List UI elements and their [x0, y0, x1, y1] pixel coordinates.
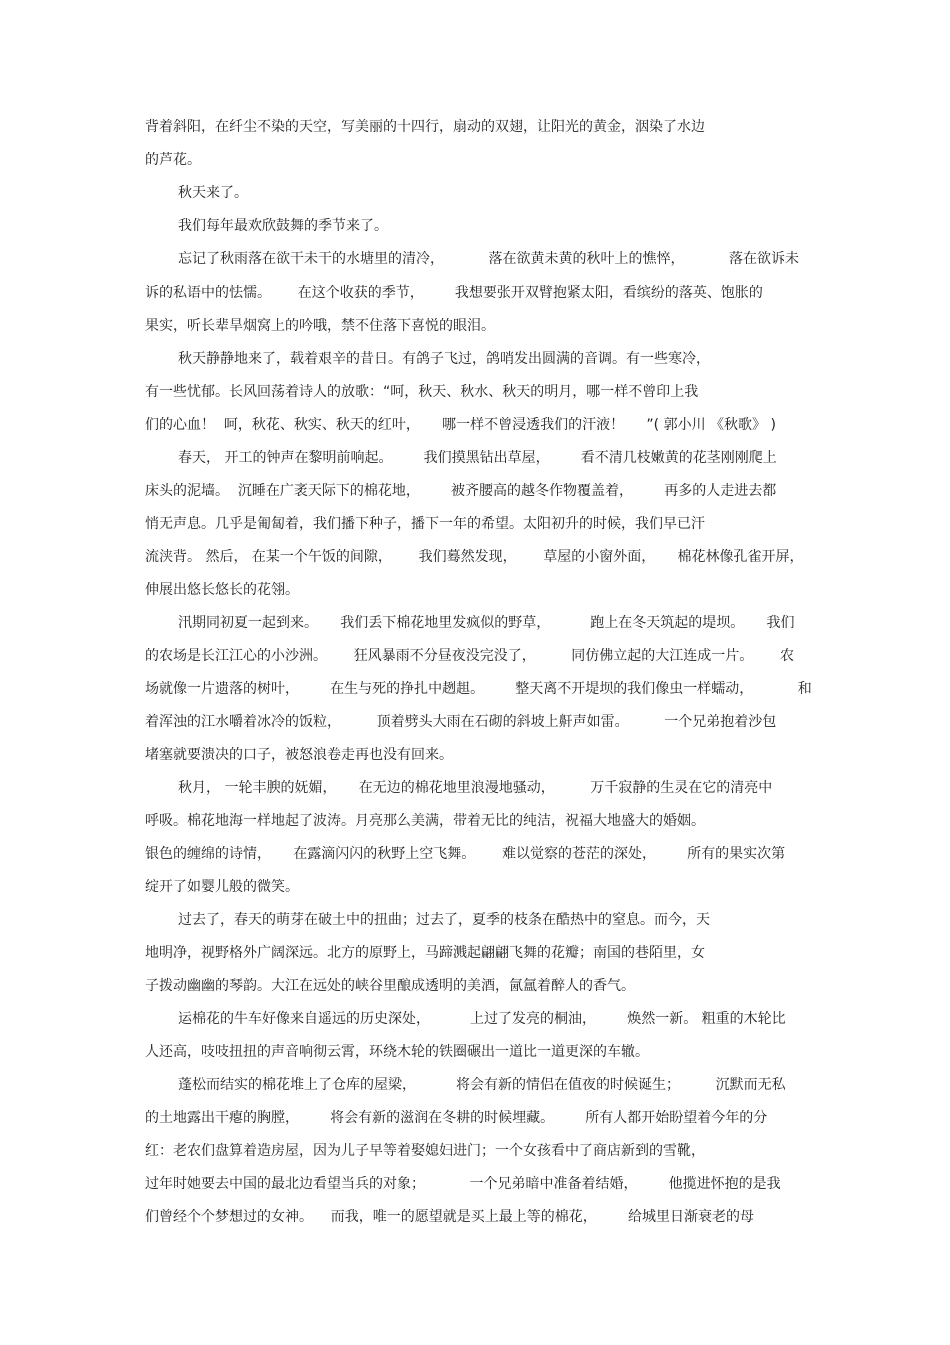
text-line: 秋天来了。: [178, 185, 248, 201]
text-line: 背着斜阳，在纤尘不染的天空，写美丽的十四行，扇动的双翅，让阳光的黄金，洇染了水边: [145, 119, 705, 135]
text-line: 们曾经个个梦想过的女神。 而我，唯一的愿望就是买上最上等的棉花， 给城里日渐衰老的母: [145, 1209, 754, 1225]
text-line: 我们每年最欢欣鼓舞的季节来了。: [178, 218, 388, 234]
text-line: 堵塞就要溃决的口子，被怒浪卷走再也没有回来。: [145, 747, 453, 763]
text-line: 汛期同初夏一起到来。 我们丢下棉花地里发疯似的野草， 跑上在冬天筑起的堤坝。 我们: [178, 615, 795, 631]
text-line: 子拨动幽幽的琴韵。大江在远处的峡谷里酿成透明的美酒，氤氲着醉人的香气。: [145, 978, 635, 994]
text-line: 果实，听长辈旱烟窝上的吟哦，禁不住落下喜悦的眼泪。: [145, 318, 495, 334]
text-line: 银色的缠绵的诗情， 在露滴闪闪的秋野上空飞舞。 难以觉察的苍茫的深处， 所有的果实次第: [145, 846, 786, 862]
text-line: 人还高，吱吱扭扭的声音响彻云霄，环绕木轮的铁圈碾出一道比一道更深的车辙。: [145, 1044, 649, 1060]
text-line: 场就像一片遗落的树叶， 在生与死的挣扎中趔趄。 整天离不开堤坝的我们像虫一样蠕动， 和: [145, 681, 812, 697]
text-line: 秋天静静地来了，载着艰辛的昔日。有鸽子飞过，鸽哨发出圆满的音调。有一些寒冷，: [178, 351, 710, 367]
text-line: 着浑浊的江水嚼着冰冷的饭粒， 顶着劈头大雨在石砌的斜坡上鼾声如雷。 一个兄弟抱着沙包: [145, 714, 777, 730]
text-line: 绽开了如婴儿般的微笑。: [145, 879, 299, 895]
text-line: 伸展出悠长悠长的花翎。: [145, 582, 299, 598]
text-line: 运棉花的牛车好像来自遥远的历史深处， 上过了发亮的桐油， 焕然一新。 粗重的木轮比: [178, 1011, 786, 1027]
text-line: 的农场是长江江心的小沙洲。 狂风暴雨不分昼夜没完没了， 同仿佛立起的大江连成一片。 农: [145, 648, 795, 664]
text-line: 秋月， 一轮丰腴的妩媚， 在无边的棉花地里浪漫地骚动， 万千寂静的生灵在它的清亮中: [178, 780, 773, 796]
text-line: 悄无声息。几乎是匍匐着，我们播下种子，播下一年的希望。太阳初升的时候，我们早已汗: [145, 516, 705, 532]
text-line: 们的心血！ 呵，秋花、秋实、秋天的红叶， 哪一样不曾浸透我们的汗液！ ”( 郭小川 《秋歌》 ): [145, 417, 776, 433]
text-line: 蓬松而结实的棉花堆上了仓库的屋梁， 将会有新的情侣在值夜的时候诞生； 沉默而无私: [178, 1077, 786, 1093]
text-line: 红：老农们盘算着造房屋，因为儿子早等着娶媳妇进门；一个女孩看中了商店新到的雪靴，: [145, 1143, 705, 1159]
text-line: 过年时她要去中国的最北边看望当兵的对象； 一个兄弟暗中准备着结婚， 他揽进怀抱的是我: [145, 1176, 781, 1192]
text-line: 诉的私语中的怯懦。 在这个收获的季节， 我想要张开双臂抱紧太阳，看缤纷的落英、饱胀的: [145, 285, 763, 301]
text-line: 的土地露出干瘪的胸膛， 将会有新的滋润在冬耕的时候埋藏。 所有人都开始盼望着今年的分: [145, 1110, 768, 1126]
text-line: 有一些忧郁。长风回荡着诗人的放歌：“呵，秋天、秋水、秋天的明月，哪一样不曾印上我: [145, 384, 699, 400]
text-line: 忘记了秋雨落在欲干未干的水塘里的清冷， 落在欲黄未黄的秋叶上的憔悴， 落在欲诉未: [178, 251, 800, 267]
text-line: 床头的泥墙。 沉睡在广袤天际下的棉花地， 被齐腰高的越冬作物覆盖着， 再多的人走进去都: [145, 483, 777, 499]
text-line: 过去了，春天的萌芽在破土中的扭曲；过去了，夏季的枝条在酷热中的窒息。而今，天: [178, 912, 710, 928]
text-line: 春天， 开工的钟声在黎明前响起。 我们摸黑钻出草屋， 看不清几枝嫩黄的花茎刚刚爬上: [178, 450, 777, 466]
text-line: 地明净，视野格外广阔深远。北方的原野上，马蹄溅起翩翩飞舞的花瓣；南国的巷陌里，女: [145, 945, 705, 961]
text-line: 流浃背。 然后， 在某一个午饭的间隙， 我们蓦然发现， 草屋的小窗外面， 棉花林像孔雀开屏，: [145, 549, 804, 565]
text-line: 的芦花。: [145, 152, 201, 168]
text-line: 呼吸。棉花地海一样地起了波涛。月亮那么美满，带着无比的纯洁，祝福大地盛大的婚姻。: [145, 813, 705, 829]
